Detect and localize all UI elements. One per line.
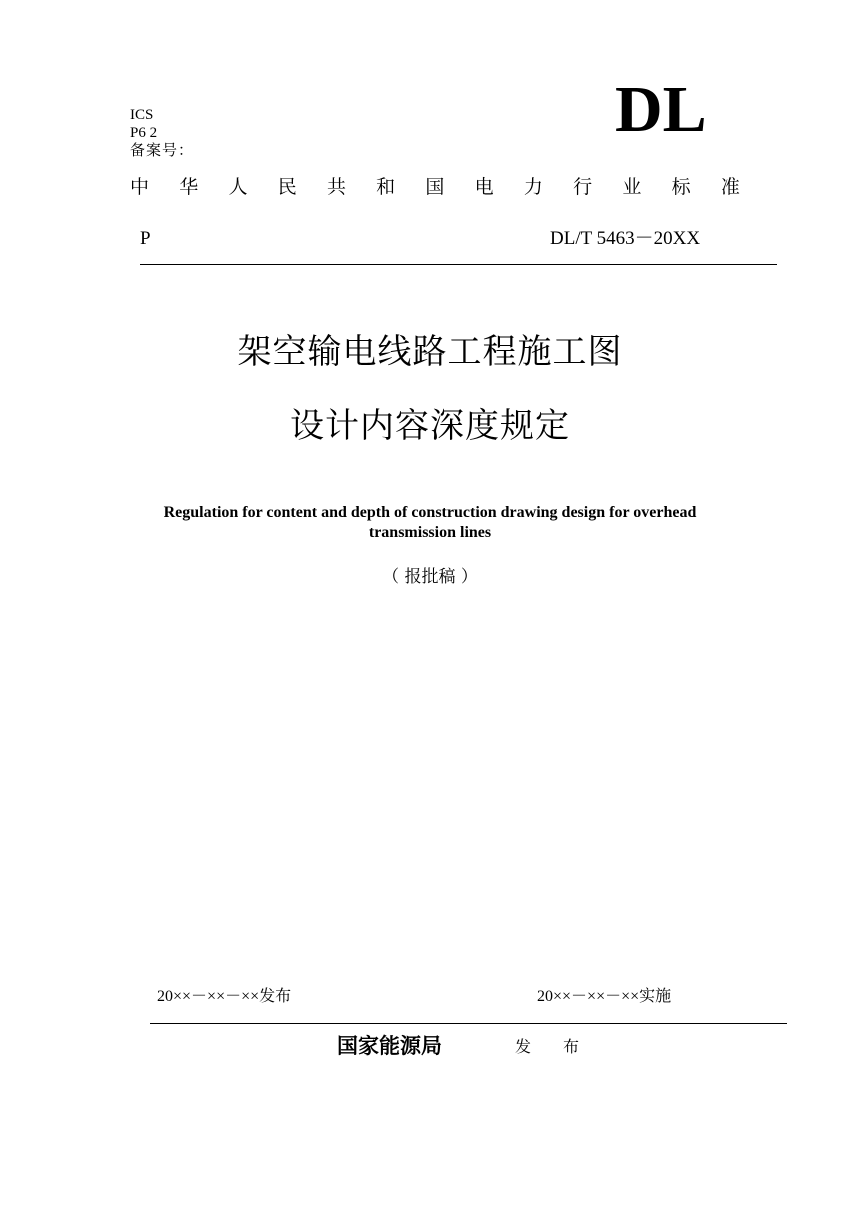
publisher-name: 国家能源局	[337, 1034, 442, 1058]
chinese-title-line-2: 设计内容深度规定	[290, 406, 570, 446]
p-code: P	[140, 228, 151, 249]
standard-type-char: 共	[326, 176, 346, 198]
english-title-line-1: Regulation for content and depth of construction drawing design for overhead	[163, 504, 697, 521]
standard-type-char: 国	[425, 176, 445, 198]
standard-type-char: 民	[277, 176, 297, 198]
chinese-title-line-1: 架空输电线路工程施工图	[237, 332, 623, 372]
standard-type-char: 业	[622, 176, 642, 198]
ics-label: ICS	[130, 107, 154, 123]
footer-divider	[150, 1023, 787, 1024]
publish-verb: 发 布	[515, 1039, 594, 1056]
standard-type-char: 准	[720, 176, 740, 198]
standard-type-char: 标	[671, 176, 691, 198]
standard-type-char: 和	[376, 176, 396, 198]
standard-type-char: 行	[573, 176, 593, 198]
implementation-date: 20××－××－××实施	[537, 988, 672, 1005]
standard-type-char: 电	[474, 176, 494, 198]
filing-number-label: 备案号：	[130, 143, 195, 159]
standard-type-char: 中	[130, 176, 150, 198]
header-divider	[140, 264, 777, 265]
standard-type-char: 华	[179, 176, 199, 198]
draft-status: （ 报批稿 ）	[382, 567, 478, 587]
standard-type-char: 人	[228, 176, 248, 198]
english-title-line-2: transmission lines	[368, 524, 492, 541]
standard-type-char: 力	[523, 176, 543, 198]
standard-number: DL/T 5463－20XX	[550, 228, 701, 249]
release-date: 20××－××－××发布	[157, 988, 292, 1005]
dl-logo: DL	[615, 73, 707, 146]
classification-code: P6 2	[130, 125, 158, 141]
standard-type-title	[130, 174, 740, 200]
